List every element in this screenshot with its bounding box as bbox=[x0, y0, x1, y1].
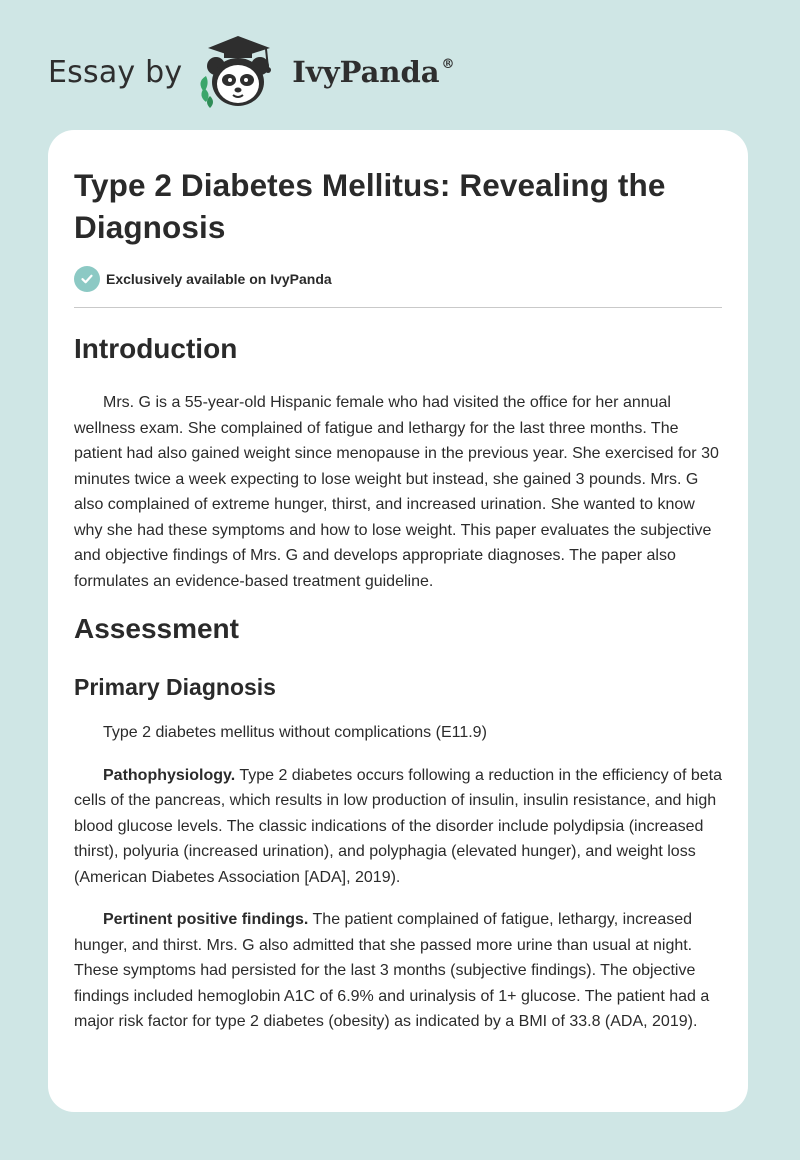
pertinent-findings-text: The patient complained of fatigue, lethargy, increased hunger, and thirst. Mrs. G also admitted that she passed more urine than usual at night. These symptoms had persisted for the last 3 months (subjective findings). The objective findings included hemoglobin A1C of 6.9% and urinalysis of 1+ glucose. The patient had a major risk factor for type 2 diabetes (obesity) as indicated by a BMI of 33.8 (ADA, 2019). bbox=[74, 911, 710, 1030]
exclusive-badge bbox=[74, 264, 722, 294]
check-icon bbox=[74, 266, 100, 292]
exclusive-label: Exclusively available on IvyPanda bbox=[106, 271, 332, 287]
brand-name[interactable]: IvyPanda ® bbox=[292, 55, 455, 89]
divider bbox=[74, 307, 722, 308]
page-title: Type 2 Diabetes Mellitus: Revealing the Diagnosis bbox=[74, 167, 666, 245]
heading-assessment: Assessment bbox=[74, 613, 239, 644]
pertinent-findings-paragraph bbox=[74, 907, 722, 1035]
introduction-paragraph: Mrs. G is a 55-year-old Hispanic female who had visited the office for her annual wellness exam. She complained of fatigue and lethargy for the last three months. The patient had also gained weight since menopause in the previous year. She exercised for 30 minutes twice a week expecting to lose weight but instead, she gained 3 pounds. Mrs. G also complained of extreme hunger, thirst, and increased urination. She wanted to know why she had these symptoms and how to lose weight. This paper evaluates the subjective and objective findings of Mrs. G and develops appropriate diagnoses. The paper also formulates an evidence-based treatment guideline. bbox=[74, 394, 719, 590]
article-card bbox=[48, 130, 748, 1112]
heading-introduction: Introduction bbox=[74, 333, 238, 364]
pathophysiology-text: Type 2 diabetes occurs following a reduction in the efficiency of beta cells of the pancreas, which results in low production of insulin, insulin resistance, and high blood glucose levels. The classic indications of the disorder include polydipsia (increased thirst), polyuria (increased urination), and polyphagia (elevated hunger), and weight loss (American Diabetes Association [ADA], 2019). bbox=[74, 766, 722, 886]
panda-logo-icon[interactable] bbox=[194, 34, 286, 110]
pathophysiology-label: Pathophysiology. bbox=[103, 766, 236, 784]
pertinent-findings-label: Pertinent positive findings. bbox=[103, 911, 309, 928]
heading-primary-diagnosis: Primary Diagnosis bbox=[74, 674, 276, 700]
site-header bbox=[48, 34, 455, 110]
pathophysiology-paragraph bbox=[74, 763, 722, 891]
diagnosis-paragraph: Type 2 diabetes mellitus without complications (E11.9) bbox=[103, 724, 487, 741]
essay-by-label: Essay by bbox=[48, 54, 183, 90]
